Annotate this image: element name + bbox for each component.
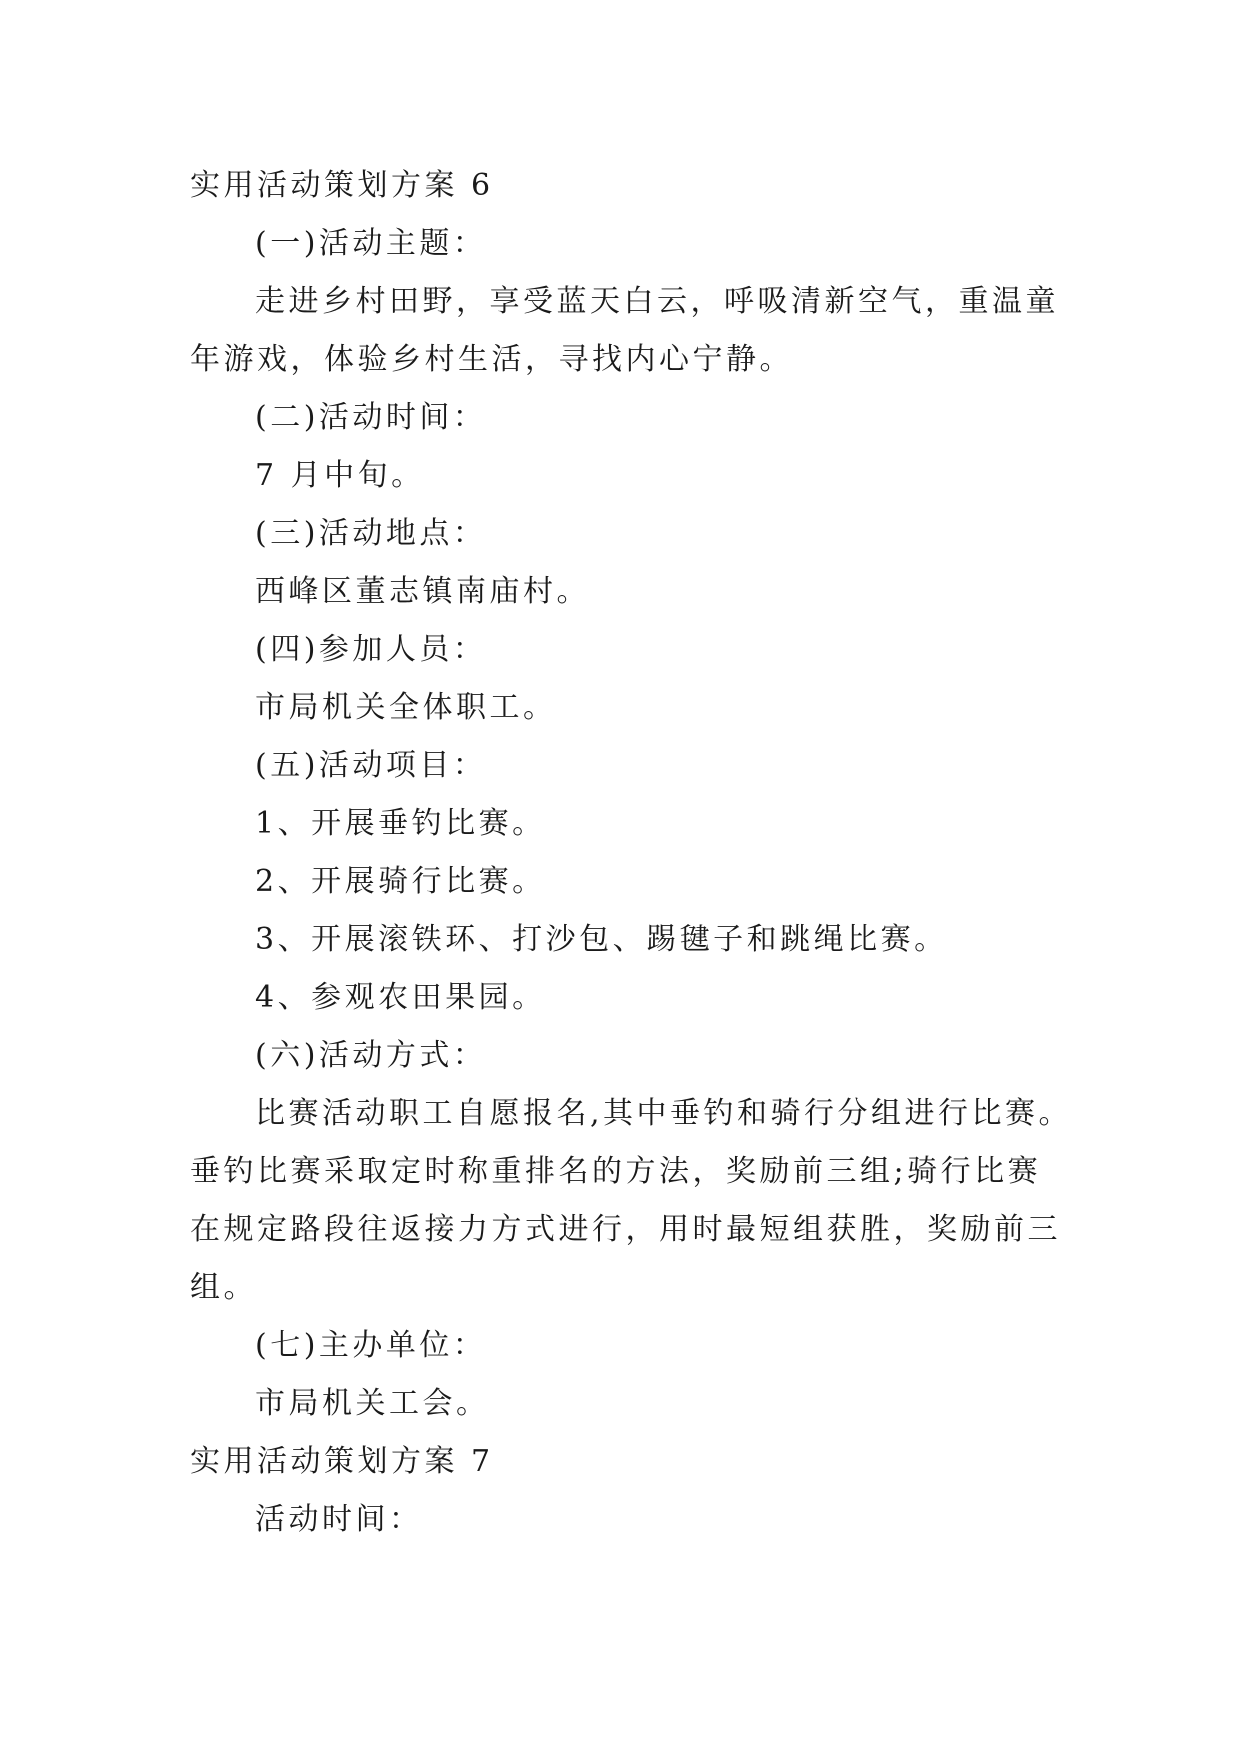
paragraph-line: 垂钓比赛采取定时称重排名的方法，奖励前三组;骑行比赛 — [190, 1154, 1042, 1189]
section-heading-location: (三)活动地点： — [255, 516, 487, 551]
heading-plan-6: 实用活动策划方案 6 — [190, 168, 494, 203]
list-item: 2、开展骑行比赛。 — [255, 864, 546, 899]
paragraph-line: 7 月中旬。 — [255, 458, 425, 493]
paragraph-line: 市局机关全体职工。 — [255, 690, 557, 725]
section-heading-method: (六)活动方式： — [255, 1038, 487, 1073]
list-item: 3、开展滚铁环、打沙包、踢毽子和跳绳比赛。 — [255, 922, 948, 957]
paragraph-line: 市局机关工会。 — [255, 1386, 490, 1421]
list-item: 4、参观农田果园。 — [255, 980, 546, 1015]
section-heading-items: (五)活动项目： — [255, 748, 487, 783]
section-heading-theme: (一)活动主题： — [255, 226, 487, 261]
heading-plan-7: 实用活动策划方案 7 — [190, 1444, 494, 1479]
section-heading-time: 活动时间： — [255, 1502, 423, 1537]
paragraph-line: 比赛活动职工自愿报名,其中垂钓和骑行分组进行比赛。 — [255, 1096, 1073, 1131]
section-heading-time: (二)活动时间： — [255, 400, 487, 435]
paragraph-line: 年游戏，体验乡村生活，寻找内心宁静。 — [190, 342, 793, 377]
list-item: 1、开展垂钓比赛。 — [255, 806, 546, 841]
section-heading-organizer: (七)主办单位： — [255, 1328, 487, 1363]
paragraph-line: 西峰区董志镇南庙村。 — [255, 574, 590, 609]
paragraph-line: 在规定路段往返接力方式进行，用时最短组获胜，奖励前三 — [190, 1212, 1061, 1247]
section-heading-participants: (四)参加人员： — [255, 632, 487, 667]
paragraph-line: 走进乡村田野，享受蓝天白云，呼吸清新空气，重温童 — [255, 284, 1059, 319]
paragraph-line: 组。 — [190, 1270, 257, 1305]
